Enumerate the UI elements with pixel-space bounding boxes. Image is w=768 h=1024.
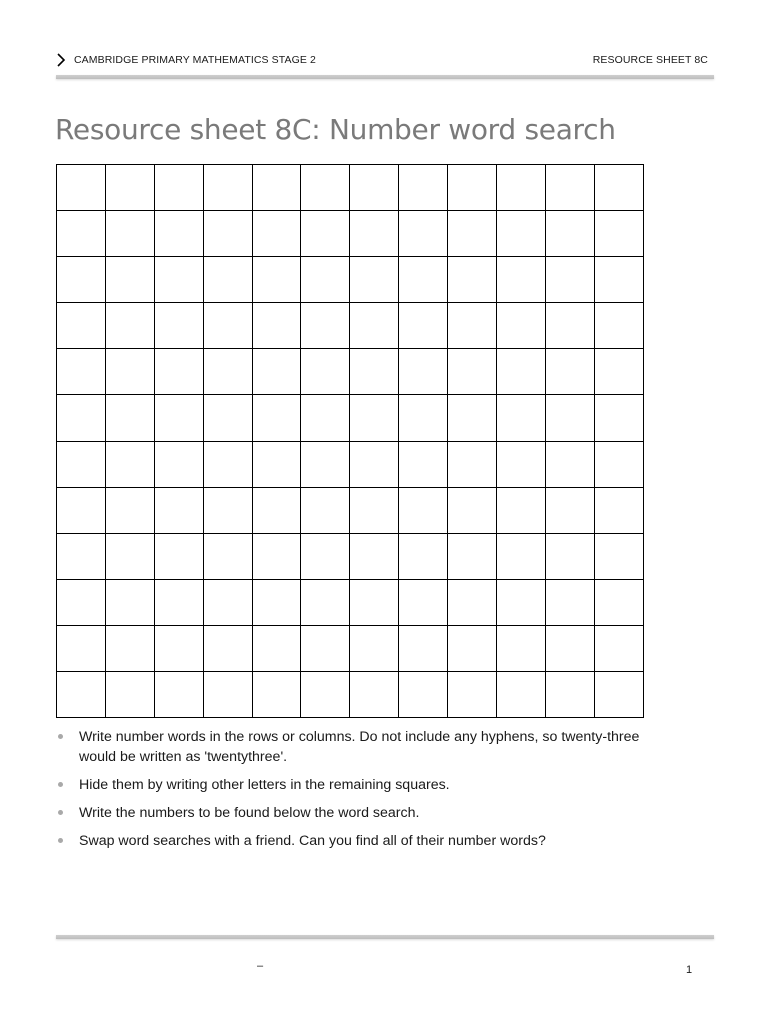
grid-cell: [545, 165, 594, 211]
grid-cell: [105, 165, 154, 211]
grid-cell: [301, 165, 350, 211]
grid-cell: [154, 349, 203, 395]
word-search-grid: [56, 164, 644, 718]
word-search-grid-body: [57, 165, 644, 718]
grid-cell: [448, 303, 497, 349]
grid-cell: [252, 395, 301, 441]
grid-row: [57, 303, 644, 349]
grid-cell: [252, 165, 301, 211]
grid-cell: [57, 672, 106, 718]
grid-cell: [154, 533, 203, 579]
grid-cell: [301, 579, 350, 625]
grid-cell: [203, 211, 252, 257]
grid-cell: [545, 303, 594, 349]
grid-cell: [350, 579, 399, 625]
grid-cell: [301, 395, 350, 441]
grid-cell: [154, 625, 203, 671]
grid-row: [57, 533, 644, 579]
header-divider: [56, 75, 714, 79]
grid-cell: [448, 579, 497, 625]
grid-cell: [105, 395, 154, 441]
grid-cell: [448, 211, 497, 257]
grid-cell: [497, 533, 546, 579]
grid-cell: [594, 257, 643, 303]
grid-cell: [350, 672, 399, 718]
instruction-item: [56, 775, 656, 795]
grid-cell: [594, 579, 643, 625]
chevron-right-icon: [56, 53, 66, 67]
grid-cell: [105, 533, 154, 579]
instruction-text: Swap word searches with a friend. Can you find all of their number words?: [79, 833, 546, 849]
grid-cell: [252, 533, 301, 579]
grid-cell: [594, 349, 643, 395]
grid-cell: [399, 487, 448, 533]
grid-cell: [105, 257, 154, 303]
grid-cell: [57, 303, 106, 349]
grid-cell: [203, 441, 252, 487]
grid-cell: [399, 625, 448, 671]
grid-cell: [203, 395, 252, 441]
grid-cell: [350, 211, 399, 257]
grid-cell: [545, 487, 594, 533]
grid-cell: [448, 625, 497, 671]
grid-cell: [57, 165, 106, 211]
grid-cell: [57, 625, 106, 671]
grid-cell: [105, 672, 154, 718]
grid-row: [57, 441, 644, 487]
grid-row: [57, 257, 644, 303]
grid-cell: [203, 303, 252, 349]
grid-cell: [203, 257, 252, 303]
grid-cell: [497, 579, 546, 625]
grid-cell: [57, 487, 106, 533]
grid-cell: [105, 303, 154, 349]
bullet-icon: [58, 782, 63, 787]
grid-cell: [203, 625, 252, 671]
grid-cell: [594, 487, 643, 533]
grid-cell: [57, 533, 106, 579]
grid-cell: [252, 625, 301, 671]
grid-cell: [497, 487, 546, 533]
grid-cell: [57, 257, 106, 303]
grid-cell: [203, 349, 252, 395]
grid-cell: [448, 487, 497, 533]
grid-cell: [252, 579, 301, 625]
grid-row: [57, 625, 644, 671]
grid-cell: [154, 303, 203, 349]
grid-cell: [203, 533, 252, 579]
grid-cell: [545, 257, 594, 303]
grid-cell: [105, 579, 154, 625]
grid-cell: [350, 487, 399, 533]
grid-cell: [350, 533, 399, 579]
instructions-list: [56, 727, 656, 859]
grid-row: [57, 349, 644, 395]
grid-cell: [105, 211, 154, 257]
grid-cell: [594, 395, 643, 441]
grid-cell: [399, 672, 448, 718]
grid-cell: [545, 395, 594, 441]
instruction-text: Hide them by writing other letters in the remaining squares.: [79, 777, 450, 793]
grid-cell: [252, 487, 301, 533]
grid-cell: [154, 487, 203, 533]
grid-cell: [203, 165, 252, 211]
grid-cell: [105, 487, 154, 533]
header-left: [56, 53, 316, 67]
grid-cell: [399, 441, 448, 487]
grid-cell: [252, 672, 301, 718]
grid-cell: [448, 441, 497, 487]
instruction-item: [56, 727, 656, 767]
grid-cell: [594, 441, 643, 487]
grid-row: [57, 672, 644, 718]
grid-cell: [252, 257, 301, 303]
grid-cell: [154, 672, 203, 718]
grid-cell: [545, 672, 594, 718]
grid-cell: [448, 533, 497, 579]
footer-dash: –: [257, 960, 264, 972]
page-header: [56, 50, 708, 70]
bullet-icon: [58, 810, 63, 815]
grid-row: [57, 211, 644, 257]
grid-cell: [105, 441, 154, 487]
grid-cell: [497, 441, 546, 487]
grid-cell: [350, 625, 399, 671]
grid-cell: [497, 672, 546, 718]
grid-cell: [57, 441, 106, 487]
grid-cell: [105, 349, 154, 395]
grid-row: [57, 165, 644, 211]
instruction-item: [56, 831, 656, 851]
grid-cell: [154, 441, 203, 487]
grid-cell: [545, 211, 594, 257]
grid-cell: [154, 395, 203, 441]
grid-cell: [350, 303, 399, 349]
grid-cell: [399, 395, 448, 441]
grid-cell: [350, 349, 399, 395]
grid-cell: [448, 395, 497, 441]
grid-cell: [448, 349, 497, 395]
grid-cell: [497, 211, 546, 257]
instruction-item: [56, 803, 656, 823]
grid-cell: [545, 625, 594, 671]
grid-cell: [203, 579, 252, 625]
grid-cell: [350, 165, 399, 211]
grid-cell: [594, 672, 643, 718]
grid-cell: [497, 257, 546, 303]
grid-row: [57, 579, 644, 625]
grid-cell: [57, 395, 106, 441]
grid-cell: [252, 211, 301, 257]
grid-cell: [105, 625, 154, 671]
grid-cell: [594, 625, 643, 671]
grid-cell: [301, 533, 350, 579]
grid-cell: [594, 303, 643, 349]
grid-cell: [399, 303, 448, 349]
grid-cell: [399, 211, 448, 257]
header-sheet-label: RESOURCE SHEET 8C: [592, 54, 708, 66]
grid-row: [57, 487, 644, 533]
grid-cell: [301, 672, 350, 718]
grid-cell: [497, 625, 546, 671]
grid-cell: [594, 165, 643, 211]
page-title: Resource sheet 8C: Number word search: [55, 113, 616, 146]
grid-cell: [545, 349, 594, 395]
grid-cell: [350, 257, 399, 303]
footer-divider: [56, 935, 714, 939]
grid-cell: [301, 257, 350, 303]
grid-cell: [252, 349, 301, 395]
grid-cell: [301, 487, 350, 533]
grid-cell: [57, 211, 106, 257]
grid-cell: [545, 533, 594, 579]
grid-cell: [497, 165, 546, 211]
page-number: 1: [686, 964, 693, 976]
grid-cell: [252, 303, 301, 349]
grid-cell: [497, 303, 546, 349]
grid-cell: [448, 165, 497, 211]
header-series-title: CAMBRIDGE PRIMARY MATHEMATICS STAGE 2: [74, 54, 316, 66]
grid-cell: [448, 257, 497, 303]
grid-cell: [301, 211, 350, 257]
grid-cell: [399, 579, 448, 625]
grid-cell: [301, 441, 350, 487]
grid-cell: [154, 257, 203, 303]
grid-cell: [448, 672, 497, 718]
grid-cell: [154, 211, 203, 257]
grid-cell: [252, 441, 301, 487]
grid-cell: [350, 395, 399, 441]
grid-cell: [203, 487, 252, 533]
grid-cell: [399, 257, 448, 303]
bullet-icon: [58, 838, 63, 843]
instruction-text: Write number words in the rows or columns. Do not include any hyphens, so twenty-three would be written as 'twentythree'.: [79, 729, 640, 765]
grid-cell: [154, 165, 203, 211]
grid-cell: [399, 533, 448, 579]
grid-cell: [350, 441, 399, 487]
grid-cell: [399, 349, 448, 395]
grid-cell: [203, 672, 252, 718]
grid-cell: [594, 533, 643, 579]
grid-cell: [57, 349, 106, 395]
grid-cell: [301, 349, 350, 395]
grid-cell: [545, 441, 594, 487]
grid-cell: [301, 303, 350, 349]
grid-cell: [301, 625, 350, 671]
grid-cell: [545, 579, 594, 625]
grid-cell: [497, 395, 546, 441]
grid-cell: [154, 579, 203, 625]
grid-cell: [497, 349, 546, 395]
bullet-icon: [58, 734, 63, 739]
instruction-text: Write the numbers to be found below the word search.: [79, 805, 420, 821]
grid-cell: [57, 579, 106, 625]
grid-cell: [594, 211, 643, 257]
grid-cell: [399, 165, 448, 211]
grid-row: [57, 395, 644, 441]
